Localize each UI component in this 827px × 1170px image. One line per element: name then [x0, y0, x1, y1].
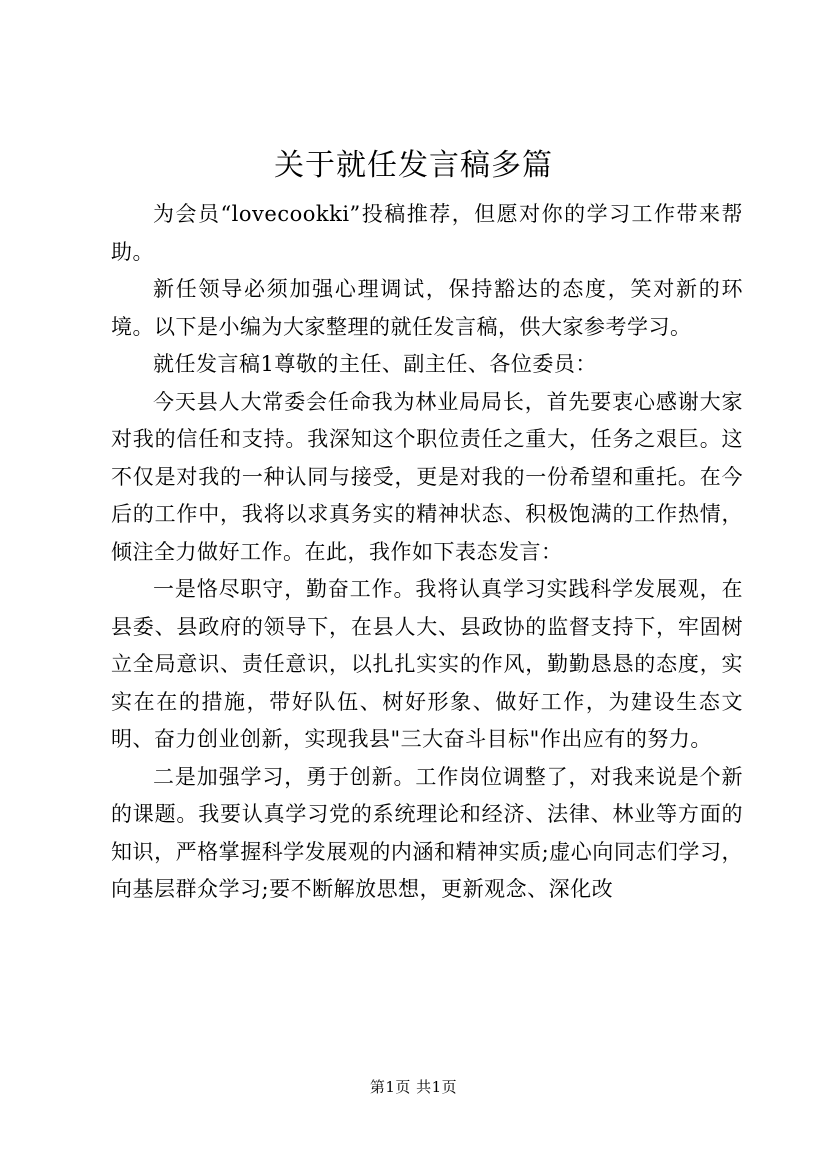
document-body: [111, 196, 743, 909]
paragraph-point-two: 二是加强学习，勇于创新。工作岗位调整了，对我来说是个新的课题。我要认真学习党的系统理论和经济、法律、林业等方面的知识，严格掌握科学发展观的内涵和精神实质;虚心向同志们学习，向基层群众学习;要不断解放思想，更新观念、深化改: [111, 764, 743, 901]
page-footer: 第1页 共1页: [369, 1078, 458, 1096]
paragraph-intro: 为会员“lovecookki”投稿推荐，但愿对你的学习工作带来帮助。: [111, 202, 743, 264]
paragraph-point-one: 一是恪尽职守，勤奋工作。我将认真学习实践科学发展观，在县委、县政府的领导下，在县人大、县政协的监督支持下，牢固树立全局意识、责任意识，以扎扎实实的作风，勤勤恳恳的态度，实实在在的措施，带好队伍、树好形象、做好工作，为建设生态文明、奋力创业创新，实现我县"三大奋斗目标"作出应有的努力。: [111, 577, 743, 751]
paragraph-salutation: 就任发言稿1尊敬的主任、副主任、各位委员：: [153, 352, 597, 376]
document-title: 关于就任发言稿多篇: [274, 148, 553, 183]
paragraph-opening: 今天县人大常委会任命我为林业局局长，首先要衷心感谢大家对我的信任和支持。我深知这个职位责任之重大，任务之艰巨。这不仅是对我的一种认同与接受，更是对我的一份希望和重托。在今后的工作中，我将以求真务实的精神状态、积极饱满的工作热情，倾注全力做好工作。在此，我作如下表态发言：: [111, 389, 743, 564]
paragraph-preface: 新任领导必须加强心理调试，保持豁达的态度，笑对新的环境。以下是小编为大家整理的就任发言稿，供大家参考学习。: [111, 277, 743, 339]
